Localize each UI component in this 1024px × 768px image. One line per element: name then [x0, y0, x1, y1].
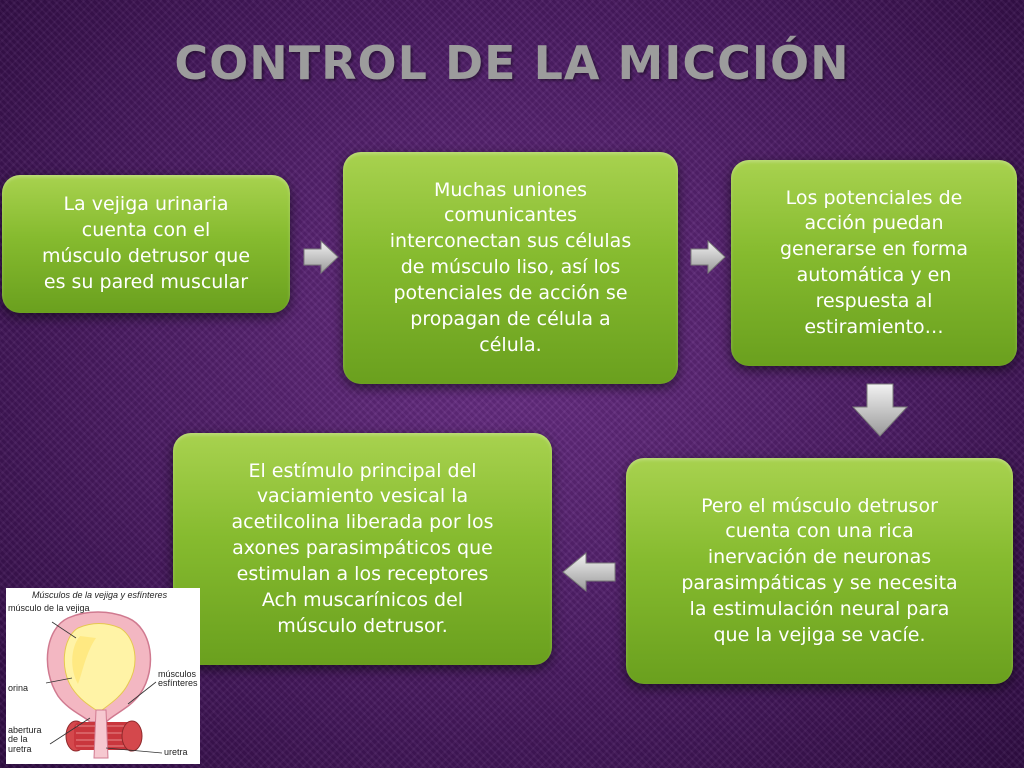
- arrow-right-icon: [303, 240, 339, 274]
- box-line: Los potenciales de: [785, 186, 963, 209]
- box-line: acetilcolina liberada por los: [231, 511, 494, 534]
- box-line: potenciales de acción se: [393, 281, 628, 304]
- figure-title: Músculos de la vejiga y esfínteres: [32, 590, 168, 600]
- box-line: El estímulo principal del: [248, 459, 477, 482]
- box-line: generarse en forma: [779, 238, 969, 261]
- box-line: de músculo liso, así los: [400, 256, 621, 279]
- flow-box-bladder-wall: [2, 175, 290, 313]
- label-detrusor: músculo de la vejiga: [8, 603, 90, 613]
- box-line: cuenta con el: [81, 219, 211, 242]
- label-urine: orina: [8, 683, 29, 693]
- box-line: Pero el músculo detrusor: [701, 494, 938, 517]
- arrow-left-icon: [562, 552, 616, 592]
- label-urethra-opening: abertura de la uretra: [8, 725, 42, 754]
- box-line: propagan de célula a: [410, 307, 611, 330]
- box-line: acción puedan: [804, 212, 944, 235]
- box-line: automática y en: [796, 264, 952, 286]
- box-line: comunicantes: [443, 204, 578, 227]
- box-line: estimulan a los receptores: [236, 562, 489, 585]
- page-title: CONTROL DE LA MICCIÓN: [174, 36, 850, 90]
- box-line: célula.: [479, 333, 542, 356]
- arrow-down-icon: [852, 383, 908, 437]
- box-line: es su pared muscular: [43, 270, 249, 293]
- box-line: parasimpáticas y se necesita: [681, 572, 958, 594]
- box-line: Muchas uniones: [433, 178, 588, 201]
- label-urethra: uretra: [164, 747, 188, 757]
- box-line: vaciamiento vesical la: [256, 485, 469, 508]
- box-line: Ach muscarínicos del: [261, 588, 464, 611]
- box-line: La vejiga urinaria: [63, 193, 229, 216]
- flow-box-acetylcholine: [173, 433, 552, 665]
- box-line: la estimulación neural para: [689, 597, 950, 620]
- flow-box-action-potentials: [731, 160, 1017, 366]
- box-line: respuesta al: [815, 289, 933, 312]
- box-line: cuenta con una rica: [725, 520, 914, 543]
- flow-box-gap-junctions: [343, 152, 678, 384]
- box-line: interconectan sus células: [389, 230, 632, 253]
- bladder-illustration: [6, 588, 200, 764]
- box-line: músculo detrusor que: [41, 245, 251, 267]
- box-line: inervación de neuronas: [707, 546, 932, 569]
- box-line: músculo detrusor.: [277, 614, 448, 637]
- arrow-right-icon: [690, 240, 726, 274]
- box-line: estiramiento…: [804, 315, 944, 338]
- flow-box-parasympathetic: [626, 458, 1013, 684]
- box-line: que la vejiga se vacíe.: [713, 623, 926, 646]
- label-sphincters: músculos esfínteres: [158, 669, 198, 689]
- box-line: axones parasimpáticos que: [232, 537, 493, 560]
